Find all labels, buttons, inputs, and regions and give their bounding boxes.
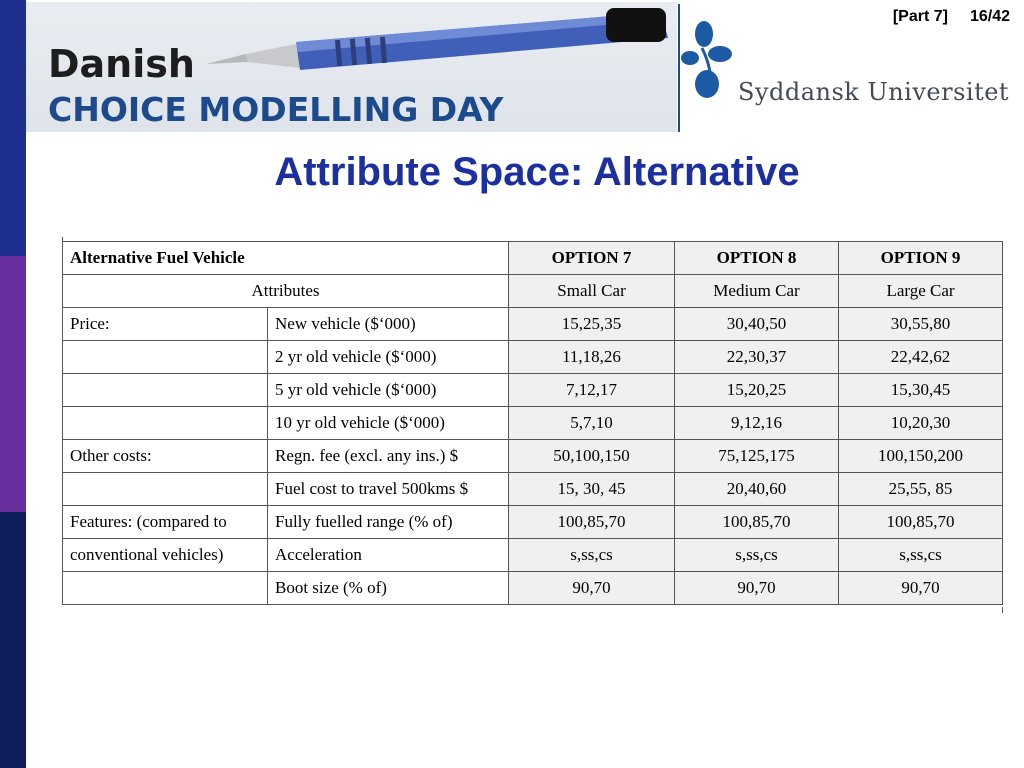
row-attribute: Regn. fee (excl. any ins.) $: [268, 440, 509, 473]
table-row: [63, 506, 1003, 539]
row-value-option-9: 22,42,62: [839, 341, 1003, 374]
option-7-size: Small Car: [509, 275, 675, 308]
row-category: Other costs:: [63, 440, 268, 473]
color-bar-top: [0, 0, 26, 256]
option-9-header: OPTION 9: [839, 242, 1003, 275]
row-value-option-8: 20,40,60: [675, 473, 839, 506]
row-category: [63, 407, 268, 440]
option-8-header: OPTION 8: [675, 242, 839, 275]
option-8-size: Medium Car: [675, 275, 839, 308]
table-row: [63, 407, 1003, 440]
row-category: [63, 572, 268, 605]
row-value-option-9: 10,20,30: [839, 407, 1003, 440]
color-bar-middle: [0, 256, 26, 512]
row-value-option-7: 90,70: [509, 572, 675, 605]
banner-title-line1: Danish: [48, 42, 195, 86]
table-row: [63, 473, 1003, 506]
row-category: [63, 341, 268, 374]
slide-counter: [893, 8, 1010, 26]
left-color-bar: [0, 0, 26, 768]
row-category: [63, 374, 268, 407]
row-value-option-7: 15,25,35: [509, 308, 675, 341]
row-value-option-9: s,ss,cs: [839, 539, 1003, 572]
row-attribute: 10 yr old vehicle ($‘000): [268, 407, 509, 440]
attribute-table: [62, 241, 1003, 605]
row-value-option-8: 22,30,37: [675, 341, 839, 374]
row-value-option-7: s,ss,cs: [509, 539, 675, 572]
row-value-option-7: 15, 30, 45: [509, 473, 675, 506]
row-value-option-9: 90,70: [839, 572, 1003, 605]
table-row: [63, 572, 1003, 605]
table-corner-mark: [1002, 607, 1003, 613]
option-9-size: Large Car: [839, 275, 1003, 308]
row-value-option-7: 11,18,26: [509, 341, 675, 374]
table-subheader-row: [63, 275, 1003, 308]
row-attribute: New vehicle ($‘000): [268, 308, 509, 341]
row-value-option-8: 9,12,16: [675, 407, 839, 440]
table-row: [63, 374, 1003, 407]
row-value-option-9: 100,85,70: [839, 506, 1003, 539]
row-category: [63, 473, 268, 506]
part-label: [Part 7]: [892, 8, 948, 25]
table-corner-label: Alternative Fuel Vehicle: [63, 242, 509, 275]
row-category: Features: (compared to: [63, 506, 268, 539]
row-value-option-9: 30,55,80: [839, 308, 1003, 341]
option-7-header: OPTION 7: [509, 242, 675, 275]
row-value-option-8: 75,125,175: [675, 440, 839, 473]
attributes-label: Attributes: [63, 275, 509, 308]
row-category: conventional vehicles): [63, 539, 268, 572]
row-attribute: 2 yr old vehicle ($‘000): [268, 341, 509, 374]
row-value-option-7: 7,12,17: [509, 374, 675, 407]
university-logo-icon: [680, 20, 740, 105]
row-attribute: Acceleration: [268, 539, 509, 572]
table-row: [63, 440, 1003, 473]
table-header-row: [63, 242, 1003, 275]
table-row: [63, 539, 1003, 572]
row-value-option-9: 15,30,45: [839, 374, 1003, 407]
row-value-option-8: s,ss,cs: [675, 539, 839, 572]
pen-icon: [206, 2, 677, 82]
row-attribute: Fuel cost to travel 500kms $: [268, 473, 509, 506]
row-attribute: 5 yr old vehicle ($‘000): [268, 374, 509, 407]
row-category: Price:: [63, 308, 268, 341]
page-number: 16/42: [969, 8, 1010, 25]
table-row: [63, 341, 1003, 374]
row-value-option-7: 100,85,70: [509, 506, 675, 539]
row-value-option-7: 50,100,150: [509, 440, 675, 473]
row-value-option-8: 100,85,70: [675, 506, 839, 539]
row-value-option-9: 100,150,200: [839, 440, 1003, 473]
row-attribute: Boot size (% of): [268, 572, 509, 605]
color-bar-bottom: [0, 512, 26, 768]
event-banner: [26, 2, 677, 132]
slide-title: Attribute Space: Alternative: [274, 150, 800, 194]
row-value-option-8: 15,20,25: [675, 374, 839, 407]
row-attribute: Fully fuelled range (% of): [268, 506, 509, 539]
university-name: Syddansk Universitet: [738, 78, 1010, 106]
row-value-option-7: 5,7,10: [509, 407, 675, 440]
row-value-option-8: 90,70: [675, 572, 839, 605]
banner-title-line2: CHOICE MODELLING DAY: [48, 90, 504, 129]
row-value-option-8: 30,40,50: [675, 308, 839, 341]
table-row: [63, 308, 1003, 341]
row-value-option-9: 25,55, 85: [839, 473, 1003, 506]
